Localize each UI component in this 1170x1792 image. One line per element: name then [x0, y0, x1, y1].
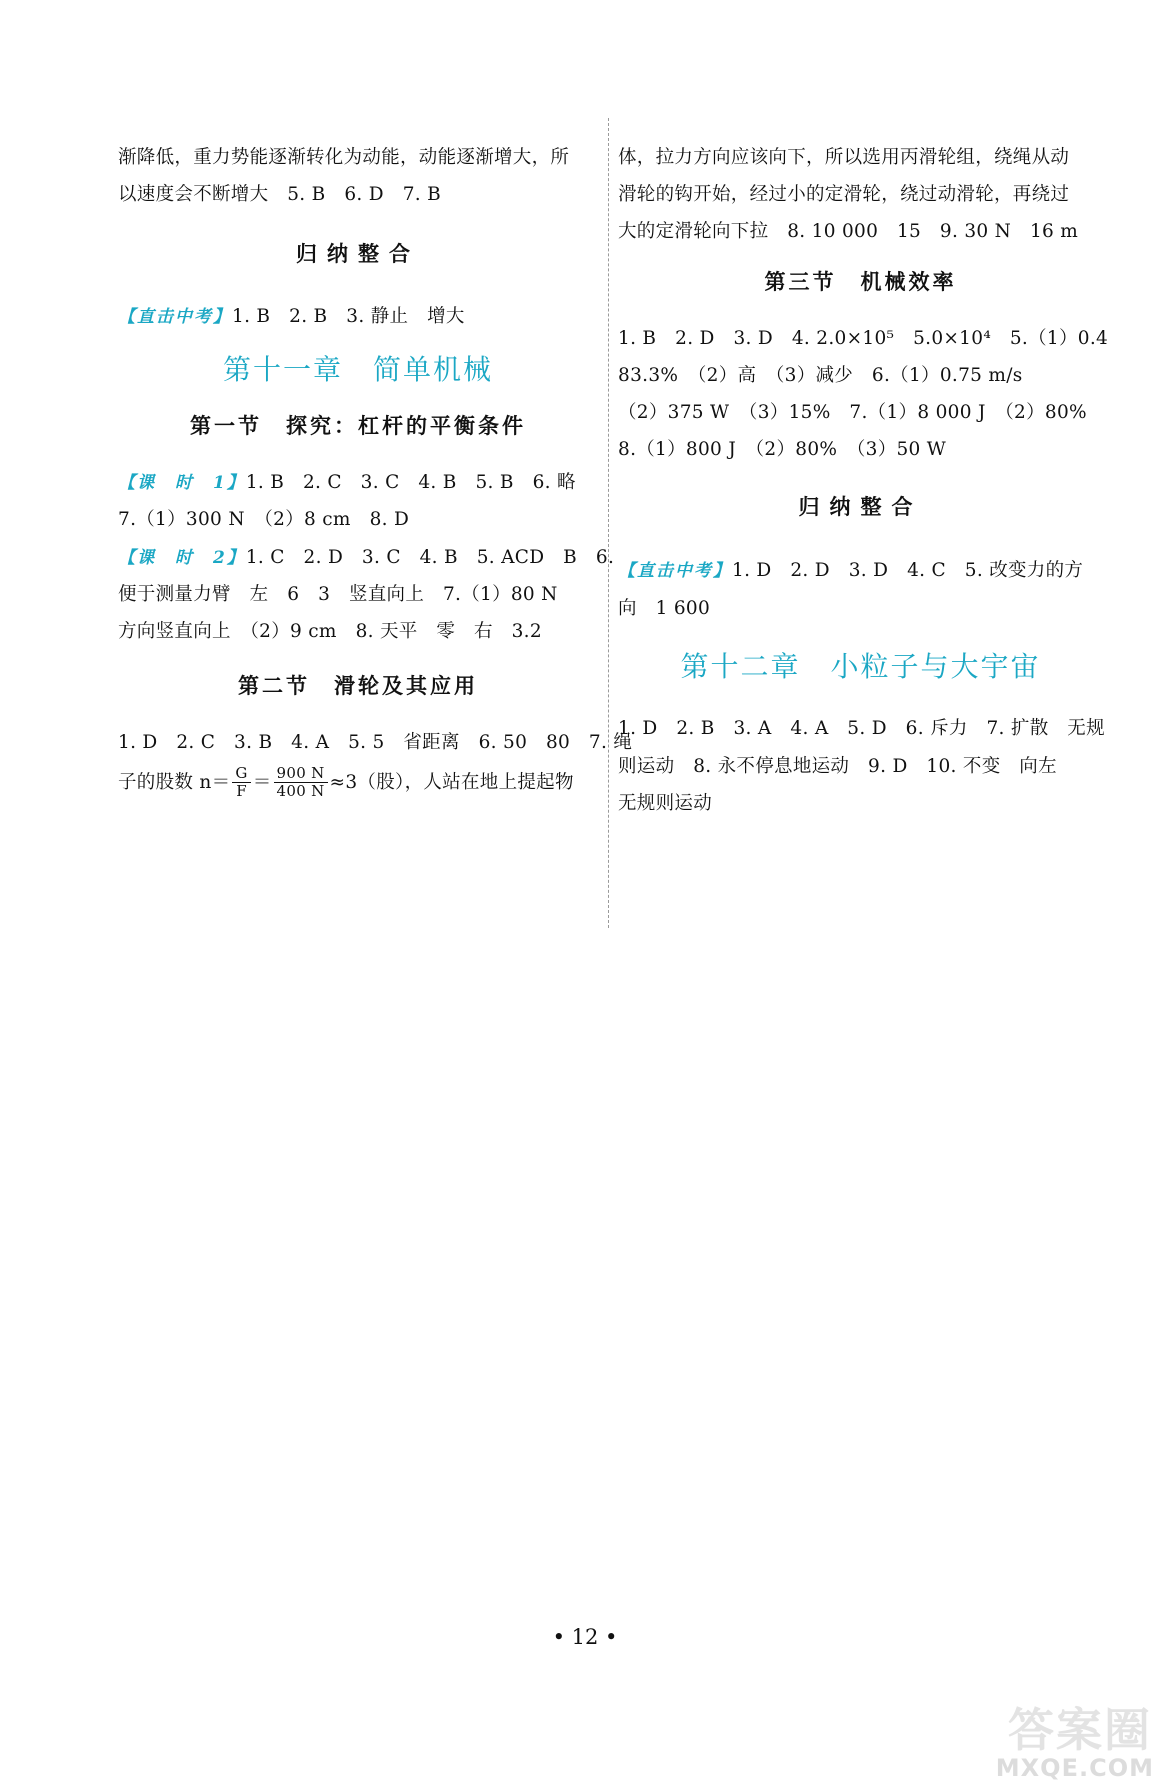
answer-line: （2）375 W （3）15% 7.（1）8 000 J （2）80% — [618, 402, 1087, 423]
watermark-site-text: MXQE.COM — [995, 1754, 1154, 1782]
answer-line: 渐降低，重力势能逐渐转化为动能，动能逐渐增大，所 — [118, 147, 570, 168]
exam-tag: 【直击中考】 — [618, 561, 732, 581]
page-number: • 12 • — [552, 1625, 618, 1649]
answer-line: 方向竖直向上 （2）9 cm 8. 天平 零 右 3.2 — [118, 621, 542, 642]
section-title: 第一节 探究：杠杆的平衡条件 — [190, 413, 526, 438]
answer-line: 体，拉力方向应该向下，所以选用丙滑轮组，绕绳从动 — [618, 147, 1070, 168]
formula-suffix: ≈3（股），人站在地上提起物 — [329, 771, 574, 793]
fraction-numerator: 900 N — [274, 765, 328, 783]
answer-line: 1. D 2. C 3. B 4. A 5. 5 省距离 6. 50 80 7. 绳 — [118, 732, 633, 753]
lesson2-line — [118, 543, 614, 569]
fraction-denominator: 400 N — [276, 782, 325, 801]
lesson-answers: 1. C 2. D 3. C 4. B 5. ACD B 6. — [245, 547, 615, 568]
exam-answers-text: 1. D 2. D 3. D 4. C 5. 改变力的方 — [732, 560, 1084, 581]
formula-prefix: 子的股数 n＝ — [118, 771, 231, 793]
answer-line: 1. D 2. B 3. A 4. A 5. D 6. 斥力 7. 扩散 无规 — [618, 718, 1105, 739]
section-title: 第二节 滑轮及其应用 — [238, 673, 478, 698]
exam-tag: 【直击中考】 — [118, 307, 232, 327]
watermark-logo — [991, 1694, 1156, 1782]
lesson-tag: 【课 时 1】 — [118, 473, 246, 493]
answer-line: 滑轮的钩开始，经过小的定滑轮，绕过动滑轮，再绕过 — [618, 184, 1070, 205]
watermark-logo-text: 答案圈 — [1008, 1703, 1152, 1757]
lesson1-line — [118, 468, 576, 494]
lesson-answers: 1. B 2. C 3. C 4. B 5. B 6. 略 — [245, 472, 576, 493]
section-title: 第三节 机械效率 — [764, 269, 957, 294]
answer-line: 大的定滑轮向下拉 8. 10 000 15 9. 30 N 16 m — [618, 221, 1079, 242]
answer-line: 无规则运动 — [618, 793, 713, 814]
lesson-tag: 【课 时 2】 — [118, 548, 246, 568]
summary-heading: 归纳整合 — [296, 241, 420, 266]
answer-line: 83.3% （2）高 （3）减少 6.（1）0.75 m/s — [618, 365, 1023, 386]
summary-heading: 归纳整合 — [798, 494, 923, 519]
formula-line: 子的股数 n＝ $\frac{G}{F}$ ＝ $\frac{900 N}{400 N}$ ≈3（股），人站在地上提起物 — [118, 764, 574, 801]
answer-line: 便于测量力臂 左 6 3 竖直向上 7.（1）80 N — [118, 584, 558, 605]
chapter-title: 第十一章 简单机械 — [222, 353, 493, 386]
fraction-denominator: F — [236, 782, 247, 801]
fraction-numerator: G — [232, 765, 250, 783]
exam-answers-text: 1. B 2. B 3. 静止 增大 — [232, 306, 465, 327]
answer-line: 7.（1）300 N （2）8 cm 8. D — [118, 509, 410, 530]
fraction-g-over-f — [232, 765, 250, 801]
answer-line: 则运动 8. 永不停息地运动 9. D 10. 不变 向左 — [618, 756, 1057, 777]
answer-line: 以速度会不断增大 5. B 6. D 7. B — [118, 184, 442, 205]
answer-line: 向 1 600 — [618, 598, 711, 619]
answer-line: 8.（1）800 J （2）80% （3）50 W — [618, 439, 947, 460]
exam-answers — [618, 556, 1083, 582]
column-divider — [608, 118, 609, 928]
answer-line: 1. B 2. D 3. D 4. 2.0×10⁵ 5.0×10⁴ 5.（1）0.4 — [618, 328, 1109, 349]
chapter-title: 第十二章 小粒子与大宇宙 — [680, 650, 1041, 683]
fraction-values — [274, 765, 328, 801]
exam-answers — [118, 302, 465, 328]
